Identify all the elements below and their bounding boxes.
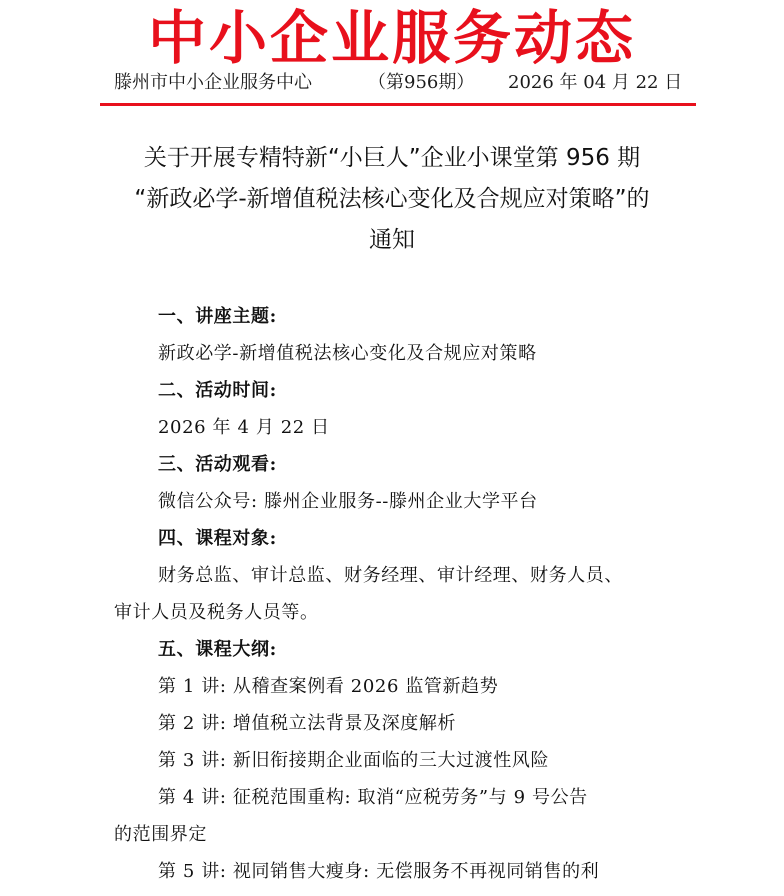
header-divider xyxy=(100,103,696,106)
publisher-name: 滕州市中小企业服务中心 xyxy=(114,72,312,93)
section-heading-time: 二、活动时间: xyxy=(158,380,277,401)
section-heading-topic: 一、讲座主题: xyxy=(158,306,277,327)
watch-text: 微信公众号: 滕州企业服务--滕州企业大学平台 xyxy=(158,491,538,512)
lecture-3: 第 3 讲: 新旧衔接期企业面临的三大过渡性风险 xyxy=(158,750,550,771)
lecture-4: 第 4 讲: 征税范围重构: 取消“应税劳务”与 9 号公告 xyxy=(158,787,588,808)
notice-title-line-1: 关于开展专精特新“小巨人”企业小课堂第 956 期 xyxy=(143,145,641,171)
issue-info-line xyxy=(110,70,690,96)
lecture-5: 第 5 讲: 视同销售大瘦身: 无偿服务不再视同销售的利 xyxy=(158,861,600,882)
issue-number: （第956期） xyxy=(368,72,475,93)
section-heading-watch: 三、活动观看: xyxy=(158,454,277,475)
topic-text: 新政必学-新增值税法核心变化及合规应对策略 xyxy=(158,343,537,364)
issue-date: 2026 年 04 月 22 日 xyxy=(508,72,683,93)
notice-title-line-2: “新政必学-新增值税法核心变化及合规应对策略”的 xyxy=(134,186,650,212)
lecture-1: 第 1 讲: 从稽查案例看 2026 监管新趋势 xyxy=(158,676,499,697)
audience-text-line-1: 财务总监、审计总监、财务经理、审计经理、财务人员、 xyxy=(158,565,623,586)
lecture-2: 第 2 讲: 增值税立法背景及深度解析 xyxy=(158,713,457,734)
audience-text-line-2: 审计人员及税务人员等。 xyxy=(114,602,319,623)
section-heading-outline: 五、课程大纲: xyxy=(158,639,277,660)
lecture-4-continued: 的范围界定 xyxy=(114,824,207,845)
notice-body xyxy=(114,298,674,890)
time-text: 2026 年 4 月 22 日 xyxy=(158,417,330,438)
notice-title-line-3: 通知 xyxy=(369,227,415,253)
section-heading-audience: 四、课程对象: xyxy=(158,528,277,549)
notice-title xyxy=(60,138,724,261)
newsletter-masthead: 中小企业服务动态 xyxy=(147,4,636,72)
